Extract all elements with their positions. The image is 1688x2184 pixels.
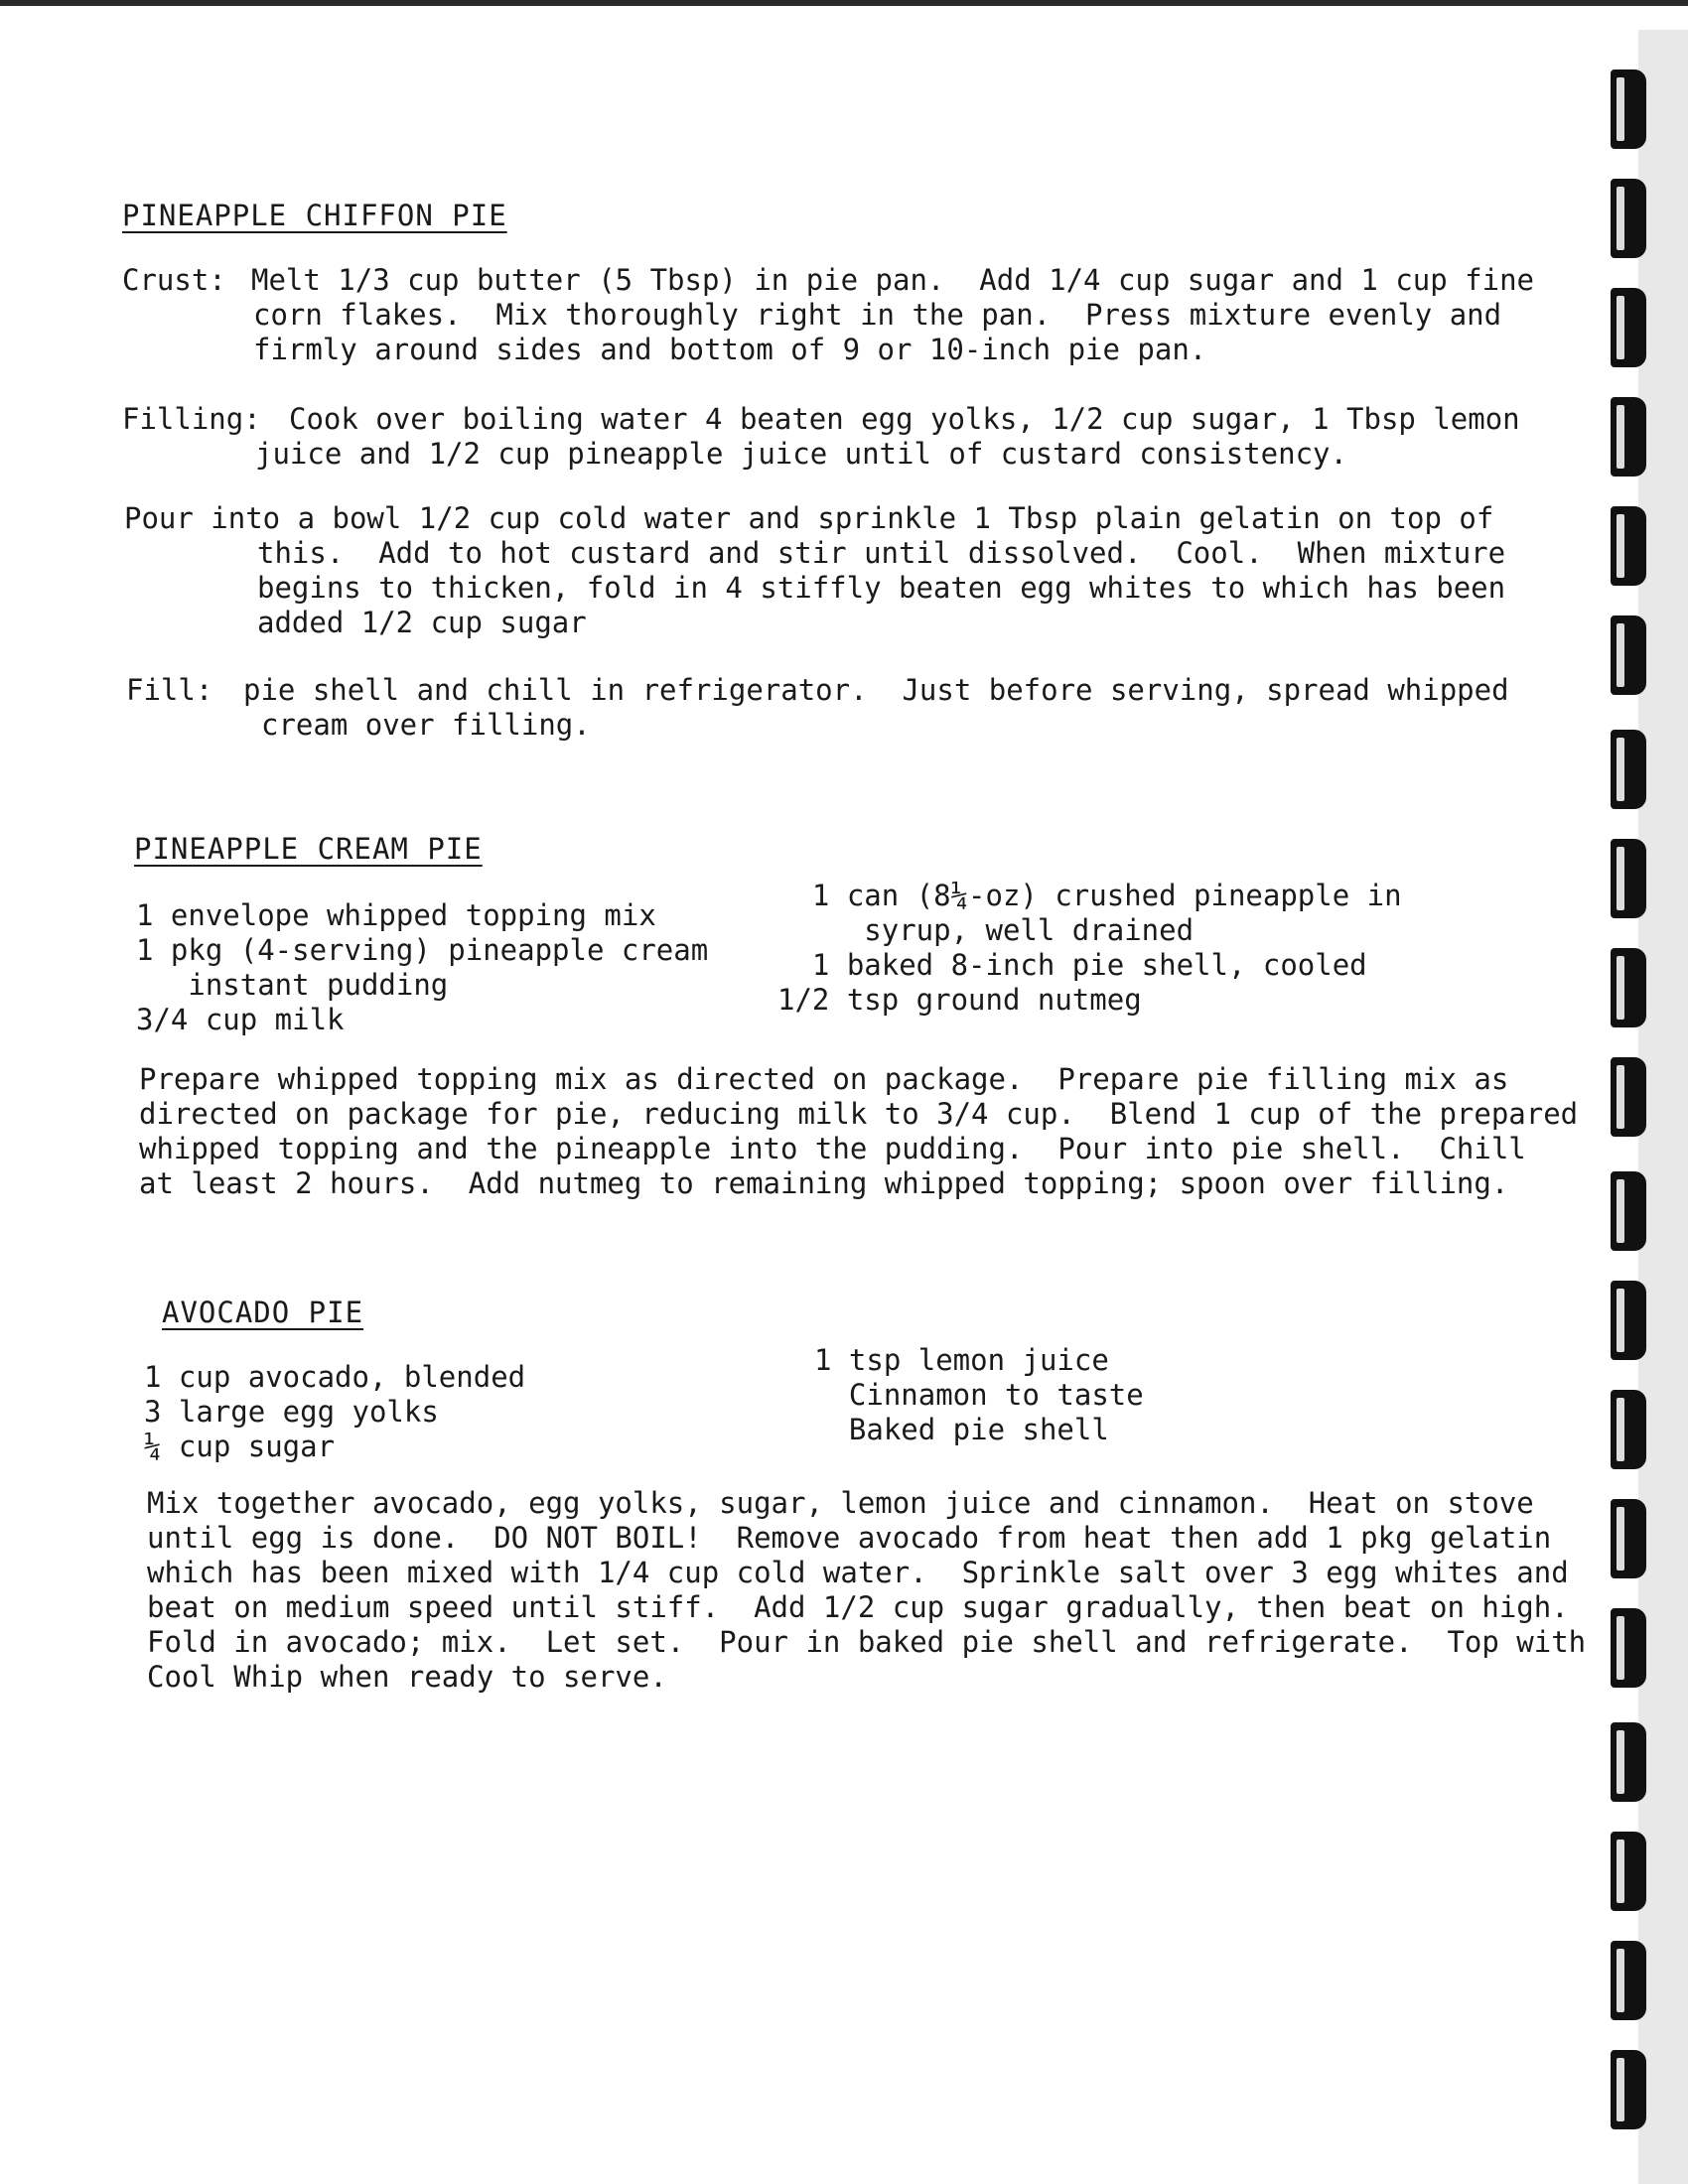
- binding-ring: [1611, 1281, 1646, 1360]
- direction-line: which has been mixed with 1/4 cup cold water. Sprinkle salt over 3 egg whites and: [147, 1556, 1569, 1589]
- binding-ring: [1611, 1608, 1646, 1688]
- binding-ring: [1611, 730, 1646, 809]
- step-fill: [126, 673, 1509, 708]
- ingredient: 1 pkg (4-serving) pineapple cream: [136, 933, 709, 967]
- ingredient: Cinnamon to taste: [814, 1378, 1144, 1412]
- recipe-title-avocado-pie: AVOCADO PIE: [162, 1296, 364, 1329]
- step-line: corn flakes. Mix thoroughly right in the pan. Press mixture evenly and: [253, 298, 1502, 332]
- binding-ring: [1611, 1057, 1646, 1137]
- binding-ring: [1611, 288, 1646, 367]
- ingredient-list-right: [814, 1343, 1144, 1447]
- ingredient: 1 baked 8-inch pie shell, cooled: [777, 948, 1367, 982]
- binding-ring: [1611, 1499, 1646, 1578]
- step-line: pie shell and chill in refrigerator. Just before serving, spread whipped: [243, 673, 1509, 707]
- step-label: Crust:: [122, 263, 226, 297]
- step-line: Cook over boiling water 4 beaten egg yolks, 1/2 cup sugar, 1 Tbsp lemon: [289, 402, 1520, 436]
- step-line: Melt 1/3 cup butter (5 Tbsp) in pie pan. Add 1/4 cup sugar and 1 cup fine: [251, 263, 1535, 297]
- binding-ring: [1611, 1722, 1646, 1802]
- step-gelatin: Pour into a bowl 1/2 cup cold water and sprinkle 1 Tbsp plain gelatin on top of: [124, 501, 1494, 535]
- ingredient: syrup, well drained: [777, 913, 1195, 947]
- binding-ring: [1611, 1941, 1646, 2020]
- direction-line: directed on package for pie, reducing milk to 3/4 cup. Blend 1 cup of the prepared: [139, 1097, 1579, 1131]
- page-top-edge: [0, 0, 1688, 6]
- ingredient: Baked pie shell: [814, 1413, 1109, 1446]
- ingredient: instant pudding: [136, 968, 449, 1002]
- step-line: added 1/2 cup sugar: [257, 606, 587, 639]
- binding-ring: [1611, 948, 1646, 1027]
- step-line: cream over filling.: [261, 708, 591, 742]
- direction-line: Prepare whipped topping mix as directed on package. Prepare pie filling mix as: [139, 1062, 1509, 1096]
- binding-ring: [1611, 1390, 1646, 1469]
- ingredient: 1/2 tsp ground nutmeg: [777, 983, 1142, 1017]
- step-label: Filling:: [122, 402, 261, 436]
- ingredient-list-right: [777, 879, 1402, 1018]
- ingredient-list-left: [136, 898, 708, 1037]
- direction-line: until egg is done. DO NOT BOIL! Remove avocado from heat then add 1 pkg gelatin: [147, 1521, 1552, 1555]
- step-line: firmly around sides and bottom of 9 or 10-inch pie pan.: [253, 333, 1207, 366]
- recipe-title-pineapple-cream-pie: PINEAPPLE CREAM PIE: [134, 832, 483, 866]
- direction-line: at least 2 hours. Add nutmeg to remaining whipped topping; spoon over filling.: [139, 1166, 1509, 1200]
- ingredient: 3/4 cup milk: [136, 1003, 345, 1036]
- ingredient: ¼ cup sugar: [144, 1430, 336, 1463]
- binding-ring: [1611, 2050, 1646, 2129]
- ingredient: 1 can (8¼-oz) crushed pineapple in: [777, 879, 1402, 912]
- direction-line: beat on medium speed until stiff. Add 1/2 cup sugar gradually, then beat on high.: [147, 1590, 1569, 1624]
- directions-pineapple-cream-pie: [139, 1062, 1578, 1201]
- binding-ring: [1611, 1171, 1646, 1251]
- binding-ring: [1611, 506, 1646, 586]
- ingredient: 3 large egg yolks: [144, 1395, 439, 1429]
- direction-line: Fold in avocado; mix. Let set. Pour in baked pie shell and refrigerate. Top with: [147, 1625, 1587, 1659]
- direction-line: Cool Whip when ready to serve.: [147, 1660, 667, 1694]
- binding-ring: [1611, 615, 1646, 695]
- spiral-binding: [1579, 0, 1688, 2184]
- binding-ring: [1611, 397, 1646, 477]
- ingredient: 1 cup avocado, blended: [144, 1360, 526, 1394]
- recipe-title-pineapple-chiffon-pie: PINEAPPLE CHIFFON PIE: [122, 199, 507, 232]
- ingredient-list-left: [144, 1360, 525, 1464]
- binding-ring: [1611, 179, 1646, 258]
- ingredient: 1 envelope whipped topping mix: [136, 898, 656, 932]
- direction-line: whipped topping and the pineapple into the pudding. Pour into pie shell. Chill: [139, 1132, 1526, 1165]
- step-filling: [122, 402, 1520, 437]
- step-crust: [122, 263, 1534, 298]
- direction-line: Mix together avocado, egg yolks, sugar, lemon juice and cinnamon. Heat on stove: [147, 1486, 1534, 1520]
- binding-ring: [1611, 1832, 1646, 1911]
- step-line: this. Add to hot custard and stir until dissolved. Cool. When mixture: [257, 536, 1506, 570]
- ingredient: 1 tsp lemon juice: [814, 1343, 1109, 1377]
- binding-ring: [1611, 69, 1646, 149]
- binding-ring: [1611, 839, 1646, 918]
- directions-avocado-pie: [147, 1486, 1586, 1695]
- step-label: Fill:: [126, 673, 213, 707]
- step-line: juice and 1/2 cup pineapple juice until of custard consistency.: [255, 437, 1347, 471]
- step-line: begins to thicken, fold in 4 stiffly beaten egg whites to which has been: [257, 571, 1506, 605]
